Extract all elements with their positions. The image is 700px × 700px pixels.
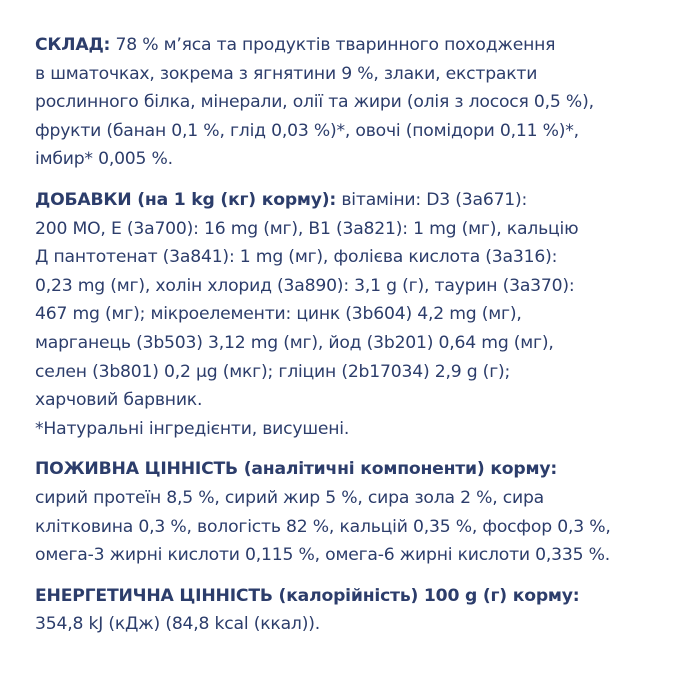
nutrition-section (35, 455, 680, 569)
additives-line (35, 186, 680, 215)
additives-line: марганець (3b503) 3,12 mg (мг), йод (3b201) 0,64 mg (мг), (35, 332, 554, 353)
nutrition-line: омега-3 жирні кислоти 0,115 %, омега-6 жирні кислоти 0,335 %. (35, 545, 611, 566)
natural-ingredients-note: *Натуральні інгредієнти, висушені. (35, 418, 350, 439)
composition-line: рослинного білка, мінерали, олії та жири (олія з лосося 0,5 %), (35, 92, 594, 113)
composition-text: 78 % м’яса та продуктів тваринного походження (110, 35, 556, 55)
nutrition-line: клітковина 0,3 %, вологість 82 %, кальцій 0,35 %, фосфор 0,3 %, (35, 516, 611, 537)
nutrition-label: ПОЖИВНА ЦІННІСТЬ (аналітичні компоненти) корму: (35, 459, 558, 480)
additives-line: 200 МО, Е (3a700): 16 mg (мг), В1 (3a821): 1 mg (мг), кальцію (35, 218, 579, 239)
composition-section (35, 31, 680, 174)
energy-section (35, 582, 680, 639)
additives-line: селен (3b801) 0,2 μg (мкг); гліцин (2b17034) 2,9 g (г); (35, 361, 511, 382)
ingredients-panel (35, 31, 680, 651)
nutrition-line: сирий протеїн 8,5 %, сирий жир 5 %, сира зола 2 %, сира (35, 487, 545, 508)
composition-line: в шматочках, зокрема з ягнятини 9 %, злаки, екстракти (35, 63, 538, 84)
additives-line: харчовий барвник. (35, 390, 203, 411)
additives-label: ДОБАВКИ (на 1 kg (кг) корму): (35, 189, 337, 210)
energy-label: ЕНЕРГЕТИЧНА ЦІННІСТЬ (калорійність) 100 g (г) корму: (35, 585, 580, 606)
additives-line: Д пантотенат (3a841): 1 mg (мг), фолієва кислота (3a316): (35, 247, 558, 268)
additives-line: 467 mg (мг); мікроелементи: цинк (3b604) 4,2 mg (мг), (35, 304, 522, 325)
additives-text: вітаміни: D3 (3a671): (336, 189, 528, 210)
composition-line (35, 31, 680, 60)
composition-label: СКЛАД: (35, 35, 111, 55)
composition-line: імбир* 0,005 %. (35, 149, 173, 170)
composition-line: фрукти (банан 0,1 %, глід 0,03 %)*, овочі (помідори 0,11 %)*, (35, 120, 579, 141)
additives-line: 0,23 mg (мг), холін хлорид (3a890): 3,1 g (г), таурин (3a370): (35, 275, 575, 296)
additives-section (35, 186, 680, 443)
energy-line: 354,8 kJ (кДж) (84,8 kcal (ккал)). (35, 614, 320, 635)
